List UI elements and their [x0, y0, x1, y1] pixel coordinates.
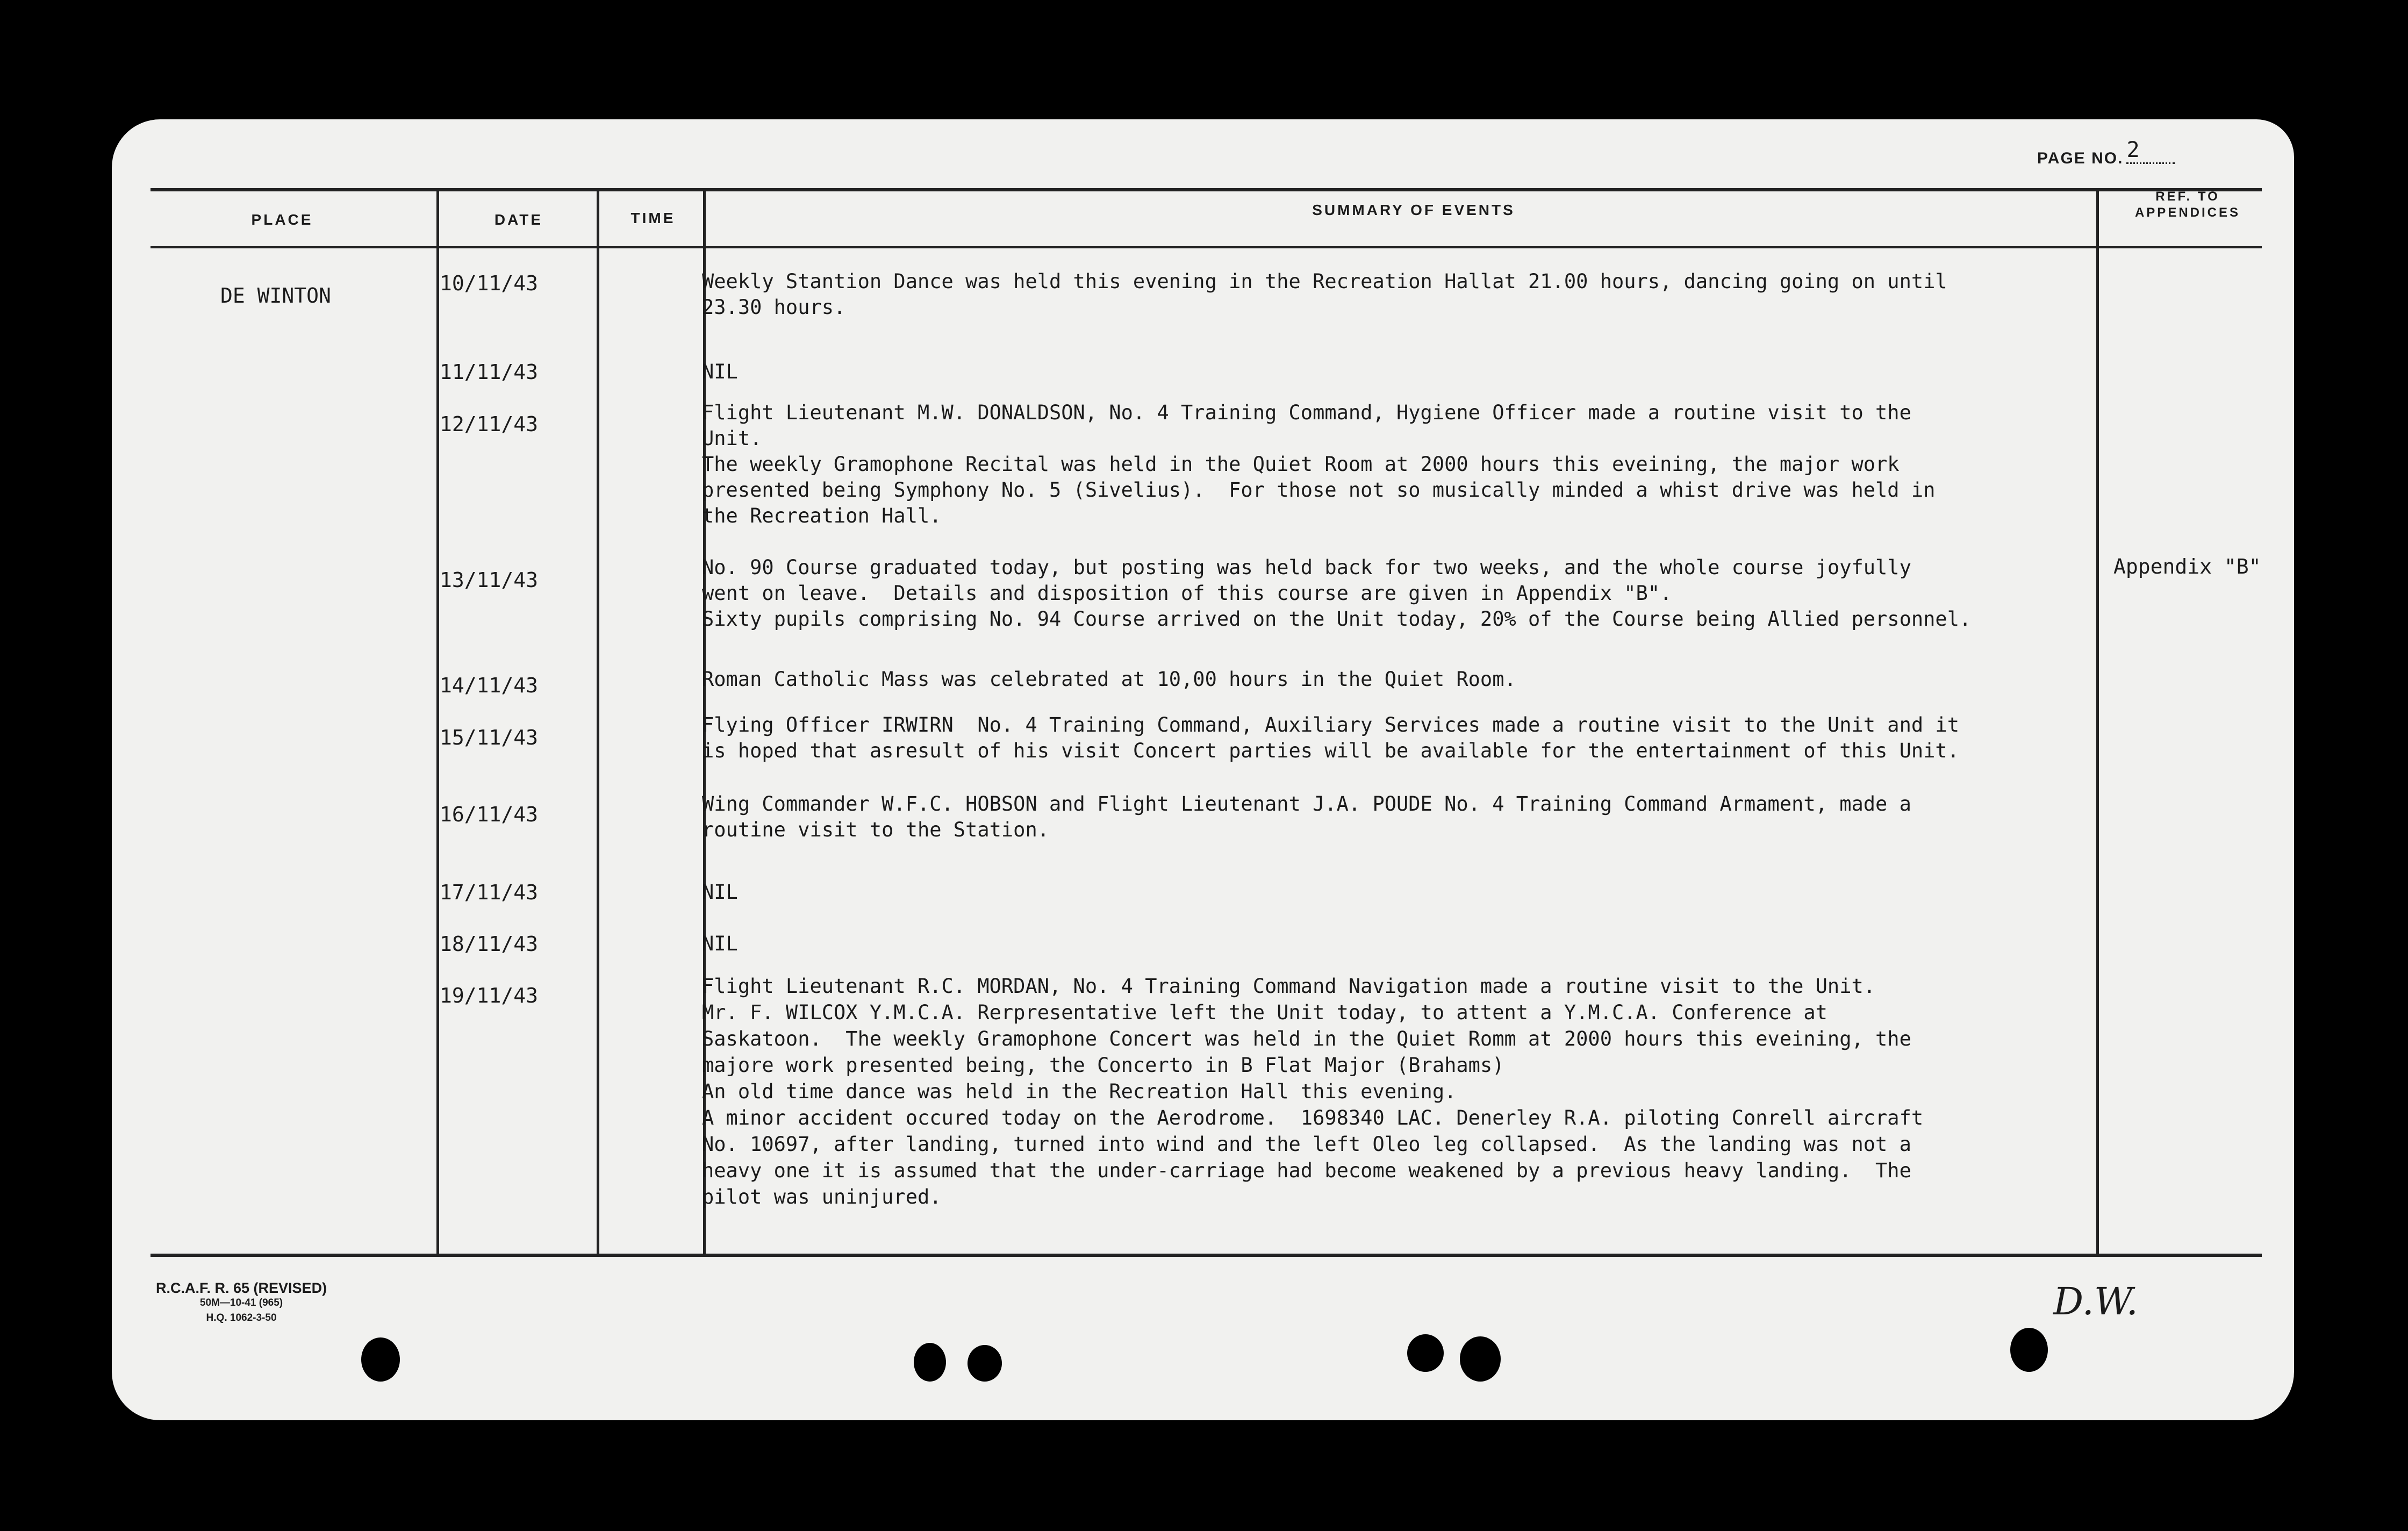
event-entry: NIL: [702, 932, 738, 955]
header-place: PLACE: [251, 211, 313, 228]
date-cell: 18/11/43: [440, 932, 539, 956]
punch-hole: [1407, 1334, 1444, 1372]
event-entry: Flying Officer IRWIRN No. 4 Training Command, Auxiliary Services made a routine visit to the Unit and it is hoped that asresult of his visit Concert parties will be available for the entertainment of this Unit.: [702, 713, 1959, 762]
page-number: [2037, 138, 2175, 170]
table-bottom-rule: [150, 1254, 2262, 1257]
event-entry: Flight Lieutenant M.W. DONALDSON, No. 4 Training Command, Hygiene Officer made a routine visit to the Unit. The weekly Gramophone Recital was held in the Quiet Room at 2000 hours this eveining, the major work presented being Symphony No. 5 (Sivelius). For those not so musically minded a whist drive was held in the Recreation Hall.: [702, 401, 1936, 527]
event-entry: NIL: [702, 881, 738, 904]
event-entry: NIL: [702, 360, 738, 383]
column-divider-date: [597, 188, 599, 1256]
date-cell: 16/11/43: [440, 803, 539, 826]
event-entry: Flight Lieutenant R.C. MORDAN, No. 4 Training Command Navigation made a routine visit to the Unit. Mr. F. WILCOX Y.M.C.A. Rerpresentative left the Unit today, to attent a Y.M.C.A. Conference at Saskatoon. The weekly Gramophone Concert was held in the Quiet Romm at 2000 hours this eveining, the majore work presented being, the Concerto in B Flat Major (Brahams) An old time dance was held in the Recreation Hall this evening. A minor accident occured today on the Aerodrome. 1698340 LAC. Denerley R.A. piloting Conrell aircraft No. 10697, after landing, turned into wind and the left Oleo leg collapsed. As the landing was not a heavy one it is assumed that the under-carriage had become weakened by a previous heavy landing. The pilot was uninjured.: [702, 975, 1924, 1208]
page-number-value: 2: [2126, 138, 2175, 164]
date-cell: 13/11/43: [440, 568, 539, 592]
date-cell: 11/11/43: [440, 360, 539, 384]
punch-hole: [914, 1343, 946, 1382]
page-number-label: PAGE NO.: [2037, 149, 2124, 167]
punch-hole: [968, 1345, 1002, 1382]
place-cell: DE WINTON: [220, 284, 331, 307]
event-entry: Wing Commander W.F.C. HOBSON and Flight Lieutenant J.A. POUDE No. 4 Training Command Armament, made a routine visit to the Station.: [702, 792, 1911, 841]
form-number-line1: R.C.A.F. R. 65 (REVISED): [156, 1280, 327, 1296]
appendix-reference: Appendix "B": [2113, 555, 2261, 578]
table-top-rule: [150, 188, 2262, 191]
event-entry: Weekly Stantion Dance was held this evening in the Recreation Hallat 21.00 hours, dancing going on until 23.30 hours.: [702, 270, 1947, 319]
punch-hole: [361, 1337, 400, 1382]
date-cell: 19/11/43: [440, 984, 539, 1007]
date-cell: 17/11/43: [440, 881, 539, 904]
punch-hole: [2010, 1328, 2048, 1372]
column-divider-place: [436, 188, 439, 1256]
header-bottom-rule: [150, 246, 2262, 248]
date-cell: 15/11/43: [440, 726, 539, 749]
header-ref-line1: REF. TO: [2155, 189, 2220, 204]
date-cell: 12/11/43: [440, 412, 539, 436]
header-ref-line2: APPENDICES: [2134, 205, 2241, 220]
form-number-line3: H.Q. 1062-3-50: [206, 1312, 277, 1323]
date-cell: 10/11/43: [440, 271, 539, 295]
header-summary: SUMMARY OF EVENTS: [1312, 202, 1515, 218]
form-number-line2: 50M—10-41 (965): [199, 1297, 283, 1308]
form-number: [156, 1280, 327, 1326]
date-cell: 14/11/43: [440, 674, 539, 697]
header-time: TIME: [630, 210, 676, 226]
event-entry: No. 90 Course graduated today, but posting was held back for two weeks, and the whole course joyfully went on leave. Details and disposition of this course are given in Appendix "B". Sixty pupils comprising No. 94 Course arrived on the Unit today, 20% of the Course being Allied personnel.: [702, 556, 1972, 631]
event-entry: Roman Catholic Mass was celebrated at 10,00 hours in the Quiet Room.: [702, 668, 1516, 691]
header-date: DATE: [494, 211, 543, 228]
punch-hole: [1460, 1336, 1501, 1382]
handwritten-initials: D.W.: [2053, 1279, 2138, 1323]
